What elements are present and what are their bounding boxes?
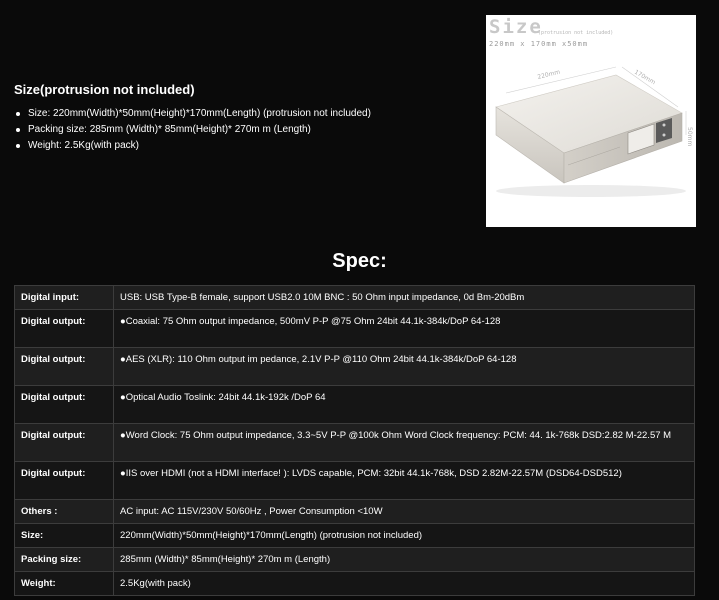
row-value: ●Optical Audio Toslink: 24bit 44.1k-192k /DoP 64 (114, 386, 695, 424)
row-value: ●IIS over HDMI (not a HDMI interface! ): LVDS capable, PCM: 32bit 44.1k-768k, DSD 2.82M-22.57M (DSD64-DSD512) (114, 462, 695, 500)
width-dimension-label: 220mm (536, 68, 561, 81)
table-row (15, 310, 695, 348)
table-row (15, 286, 695, 310)
image-dimensions: 220mm x 170mm x50mm (489, 40, 589, 48)
size-list (14, 106, 371, 154)
row-label: Digital output: (15, 424, 114, 462)
table-row (15, 462, 695, 500)
row-value: 220mm(Width)*50mm(Height)*170mm(Length) (protrusion not included) (114, 524, 695, 548)
row-label: Digital output: (15, 348, 114, 386)
table-row (15, 524, 695, 548)
row-value: 285mm (Width)* 85mm(Height)* 270m m (Length) (114, 548, 695, 572)
row-value: ●Coaxial: 75 Ohm output impedance, 500mV P-P @75 Ohm 24bit 44.1k-384k/DoP 64-128 (114, 310, 695, 348)
table-row (15, 424, 695, 462)
row-label: Weight: (15, 572, 114, 596)
image-note: (protrusion not included) (538, 30, 614, 36)
table-row (15, 572, 695, 596)
row-label: Digital output: (15, 386, 114, 424)
list-item: Size: 220mm(Width)*50mm(Height)*170mm(Length) (protrusion not included) (14, 106, 371, 122)
size-heading: Size(protrusion not included) (14, 82, 195, 97)
table-row (15, 386, 695, 424)
list-item: Weight: 2.5Kg(with pack) (14, 138, 371, 154)
table-row (15, 500, 695, 524)
list-item: Packing size: 285mm (Width)* 85mm(Height)* 270m m (Length) (14, 122, 371, 138)
spec-title: Spec: (332, 250, 387, 272)
height-dimension-label: 50mm (686, 127, 693, 147)
table-row (15, 548, 695, 572)
row-label: Others : (15, 500, 114, 524)
table-row (15, 348, 695, 386)
row-value: ●Word Clock: 75 Ohm output impedance, 3.3~5V P-P @100k Ohm Word Clock frequency: PCM: 44. 1k-768k DSD:2.82 M-22.57 M (114, 424, 695, 462)
length-dimension-label: 170mm (633, 68, 657, 87)
row-value: ●AES (XLR): 110 Ohm output im pedance, 2.1V P-P @110 Ohm 24bit 44.1k-384k/DoP 64-128 (114, 348, 695, 386)
row-label: Digital output: (15, 462, 114, 500)
row-label: Digital input: (15, 286, 114, 310)
spec-table (14, 285, 695, 596)
row-value: 2.5Kg(with pack) (114, 572, 695, 596)
image-title: Size (489, 16, 543, 38)
row-label: Packing size: (15, 548, 114, 572)
product-size-image (486, 15, 696, 227)
row-value: USB: USB Type-B female, support USB2.0 10M BNC : 50 Ohm input impedance, 0d Bm-20dBm (114, 286, 695, 310)
row-value: AC input: AC 115V/230V 50/60Hz , Power Consumption <10W (114, 500, 695, 524)
size-section (0, 0, 719, 240)
row-label: Size: (15, 524, 114, 548)
row-label: Digital output: (15, 310, 114, 348)
